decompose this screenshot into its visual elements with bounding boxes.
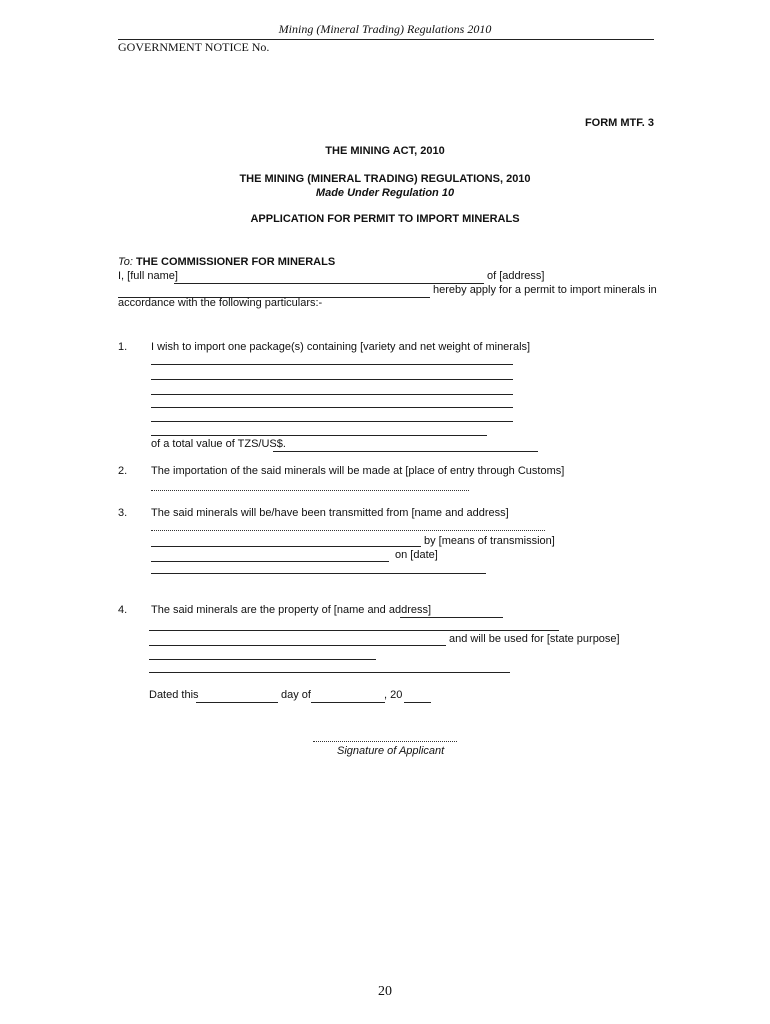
item-4-field-line-4[interactable] <box>149 672 510 673</box>
commissioner-name: THE COMMISSIONER FOR MINERALS <box>135 256 336 268</box>
item-3-number: 3. <box>118 507 128 519</box>
item-3-field-line-4[interactable] <box>151 573 486 574</box>
item-3-date-label: on [date] <box>395 549 438 561</box>
dated-month-field[interactable] <box>311 702 385 703</box>
application-title: APPLICATION FOR PERMIT TO IMPORT MINERALS <box>250 213 520 225</box>
item-2-text: The importation of the said minerals will be made at [place of entry through Customs] <box>151 465 565 477</box>
item-4-purpose-label: and will be used for [state purpose] <box>449 633 620 645</box>
full-name-label: I, [full name] <box>118 270 178 282</box>
page-number: 20 <box>378 984 392 999</box>
item-3-field-line-1[interactable] <box>151 530 545 531</box>
dated-year-field[interactable] <box>404 702 431 703</box>
item-2-field[interactable] <box>151 490 469 491</box>
made-under-regulation: Made Under Regulation 10 <box>315 187 455 199</box>
hereby-apply-text: hereby apply for a permit to import minerals in <box>433 284 657 296</box>
running-header-title: Mining (Mineral Trading) Regulations 2010 <box>278 22 492 36</box>
item-4-field-line-3[interactable] <box>149 659 376 660</box>
signature-field[interactable] <box>313 741 457 742</box>
regulations-title: THE MINING (MINERAL TRADING) REGULATIONS, 2010 <box>239 173 531 185</box>
item-1-field-line-1[interactable] <box>151 364 513 365</box>
item-4-field-line-2[interactable] <box>149 645 446 646</box>
item-4-field-line-1[interactable] <box>149 630 559 631</box>
item-1-number: 1. <box>118 341 128 353</box>
signature-label: Signature of Applicant <box>337 745 445 757</box>
item-3-transmission-label: by [means of transmission] <box>424 535 555 547</box>
government-notice: GOVERNMENT NOTICE No. <box>118 40 270 54</box>
item-1-field-line-3[interactable] <box>151 394 513 395</box>
item-4-text: The said minerals are the property of [name and address] <box>151 604 432 616</box>
year-prefix-label: , 20 <box>384 689 403 701</box>
form-number: FORM MTF. 3 <box>584 117 654 129</box>
item-3-text: The said minerals will be/have been transmitted from [name and address] <box>151 507 509 519</box>
addressee-line <box>118 256 335 268</box>
item-2-number: 2. <box>118 465 128 477</box>
item-1-field-line-2[interactable] <box>151 379 513 380</box>
item-3-field-line-3[interactable] <box>151 561 389 562</box>
item-1-field-line-5[interactable] <box>151 421 513 422</box>
day-of-label: day of <box>281 689 311 701</box>
item-3-field-line-2[interactable] <box>151 546 421 547</box>
dated-day-field[interactable] <box>196 702 278 703</box>
act-title: THE MINING ACT, 2010 <box>325 145 445 157</box>
item-1-text: I wish to import one package(s) containing [variety and net weight of minerals] <box>151 341 531 353</box>
dated-this-label: Dated this <box>149 689 199 701</box>
item-1-value-field[interactable] <box>273 451 538 452</box>
address-label: of [address] <box>487 270 545 282</box>
item-1-field-line-4[interactable] <box>151 407 513 408</box>
item-1-field-line-6[interactable] <box>151 435 487 436</box>
item-4-name-field[interactable] <box>400 617 503 618</box>
item-1-value-label: of a total value of TZS/US$. <box>151 438 286 450</box>
to-prefix: To: <box>118 256 133 268</box>
item-4-number: 4. <box>118 604 128 616</box>
accordance-text: accordance with the following particulars:- <box>118 297 323 309</box>
